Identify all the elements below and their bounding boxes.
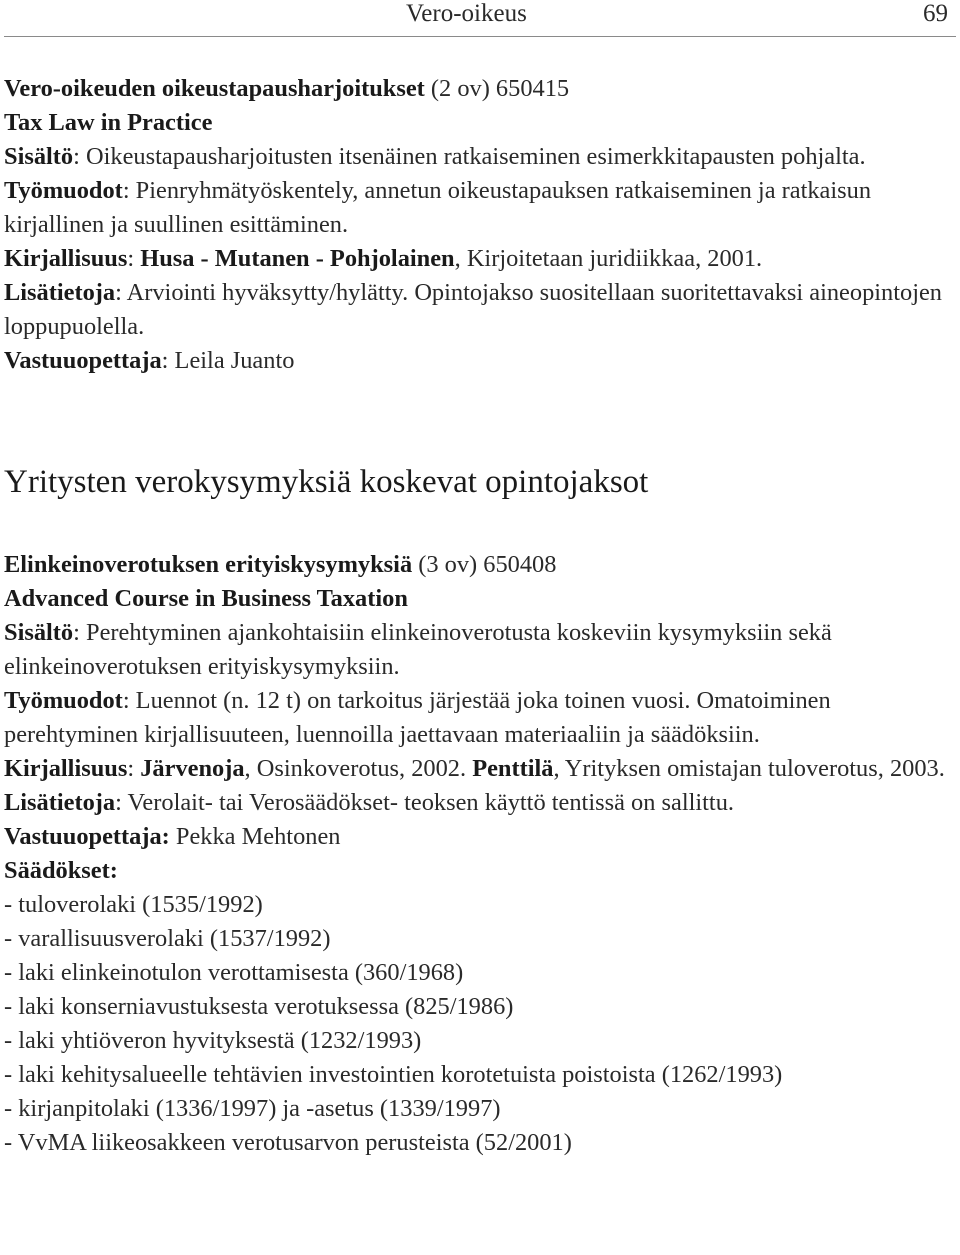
course2-literature: Kirjallisuus: Järvenoja, Osinkoverotus, 2002. Penttilä, Yrityksen omistajan tuloverotus, 2003. <box>4 755 945 782</box>
statutes-list <box>4 888 954 1160</box>
list-item: - VvMA liikeosakkeen verotusarvon perusteista (52/2001) <box>4 1129 572 1156</box>
course2-code: (3 ov) 650408 <box>412 551 557 578</box>
course1-methods-label: Työmuodot <box>4 177 123 204</box>
course2-literature-label: Kirjallisuus <box>4 755 128 782</box>
course2-info: Lisätietoja: Verolait- tai Verosäädökset- teoksen käyttö tentissä on sallittu. <box>4 789 734 816</box>
course1-literature: Kirjallisuus: Husa - Mutanen - Pohjolainen, Kirjoitetaan juridiikkaa, 2001. <box>4 245 763 272</box>
course1-teacher-label: Vastuuopettaja <box>4 347 162 374</box>
course2-content-label: Sisältö <box>4 619 74 646</box>
list-item: - laki yhtiöveron hyvityksestä (1232/1993) <box>4 1027 422 1054</box>
course1-literature-authors: Husa - Mutanen - Pohjolainen <box>140 245 455 272</box>
course1-code: (2 ov) 650415 <box>424 75 570 102</box>
page-content <box>4 72 954 1160</box>
course1-title: Vero-oikeuden oikeustapausharjoitukset <box>4 75 425 102</box>
course2-title-line <box>4 548 954 582</box>
section-heading: Yritysten verokysymyksiä koskevat opintojaksot <box>4 464 649 500</box>
page-number: 69 <box>923 0 948 27</box>
page-header <box>4 0 956 37</box>
course2-literature-author2: Penttilä <box>472 755 554 782</box>
course2-title: Elinkeinoverotuksen erityiskysymyksiä <box>4 551 413 578</box>
running-title: Vero-oikeus <box>406 0 527 27</box>
list-item: - tuloverolaki (1535/1992) <box>4 891 263 918</box>
course2-methods: Työmuodot: Luennot (n. 12 t) on tarkoitus järjestää joka toinen vuosi. Omatoiminen perehtyminen kirjallisuuteen, luennoilla jaettavaan materiaaliin ja säädöksiin. <box>4 687 831 748</box>
course2-info-label: Lisätietoja <box>4 789 116 816</box>
course2-literature-author1: Järvenoja <box>140 755 245 782</box>
list-item: - kirjanpitolaki (1336/1997) ja -asetus (1339/1997) <box>4 1095 501 1122</box>
list-item: - varallisuusverolaki (1537/1992) <box>4 925 331 952</box>
course2-methods-label: Työmuodot <box>4 687 123 714</box>
course1-teacher: Vastuuopettaja: Leila Juanto <box>4 347 295 374</box>
list-item: - laki kehitysalueelle tehtävien investointien korotetuista poistoista (1262/1993) <box>4 1061 783 1088</box>
list-item: - laki konserniavustuksesta verotuksessa (825/1986) <box>4 993 514 1020</box>
course2-statutes-label: Säädökset: <box>4 857 118 884</box>
course1-english-title: Tax Law in Practice <box>4 109 213 136</box>
course1-content: Sisältö: Oikeustapausharjoitusten itsenäinen ratkaiseminen esimerkkitapausten pohjalta. <box>4 143 866 170</box>
course1-content-label: Sisältö <box>4 143 74 170</box>
course2-teacher-label: Vastuuopettaja: <box>4 823 170 850</box>
course1-info-label: Lisätietoja <box>4 279 116 306</box>
course1-methods: Työmuodot: Pienryhmätyöskentely, annetun oikeustapauksen ratkaiseminen ja ratkaisun kirjallinen ja suullinen esittäminen. <box>4 177 872 238</box>
course1-title-line <box>4 72 954 106</box>
course2-teacher: Vastuuopettaja: Pekka Mehtonen <box>4 823 341 850</box>
list-item: - laki elinkeinotulon verottamisesta (360/1968) <box>4 959 464 986</box>
course2-content: Sisältö: Perehtyminen ajankohtaisiin elinkeinoverotusta koskeviin kysymyksiin sekä elinkeinoverotuksen erityiskysymyksiin. <box>4 619 832 680</box>
course1-info: Lisätietoja: Arviointi hyväksytty/hylätty. Opintojakso suositellaan suoritettavaksi aineopintojen loppupuolella. <box>4 279 943 340</box>
course1-literature-label: Kirjallisuus <box>4 245 128 272</box>
course2-english-title: Advanced Course in Business Taxation <box>4 585 408 612</box>
